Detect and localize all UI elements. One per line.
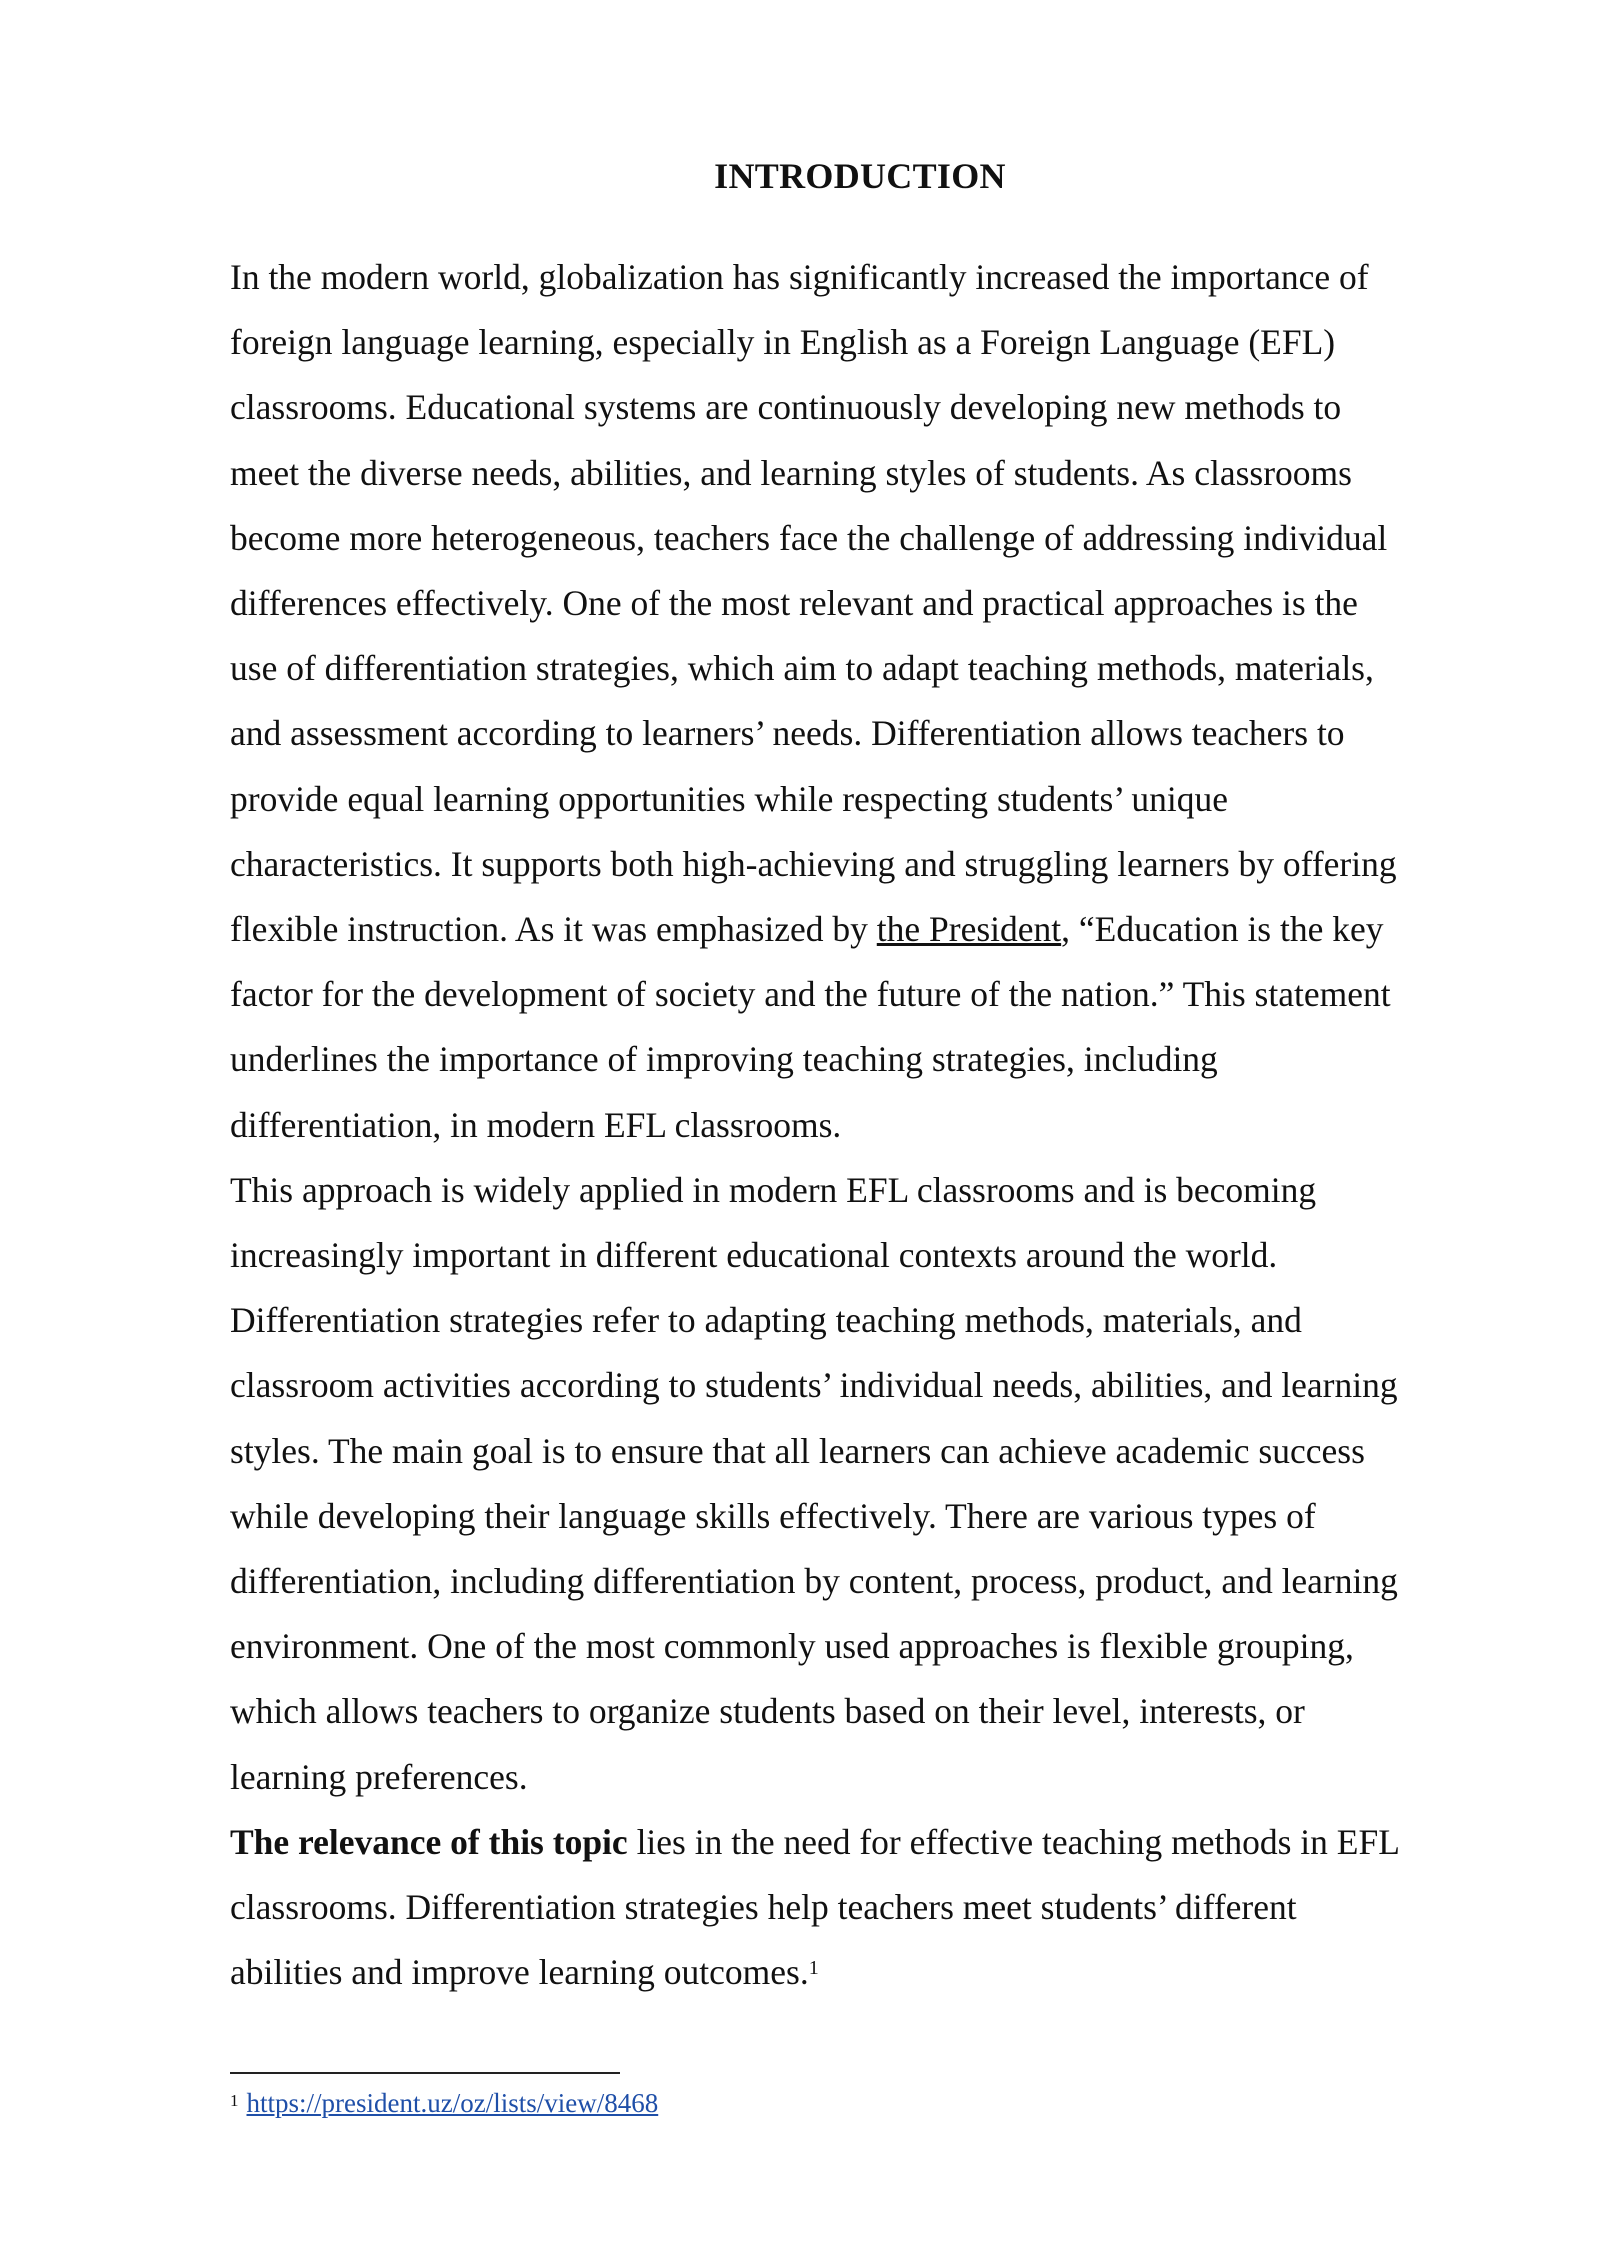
footnote-link[interactable]: https://president.uz/oz/lists/view/8468 xyxy=(246,2088,659,2118)
text-line: classrooms. Educational systems are continuously developing new methods to xyxy=(230,387,1342,428)
text-line: provide equal learning opportunities while respecting students’ unique xyxy=(230,778,1229,819)
text-line: differences effectively. One of the most relevant and practical approaches is the xyxy=(230,583,1358,624)
text-line xyxy=(230,1940,1490,2005)
text-line: factor for the development of society and the future of the nation.” This statement xyxy=(230,974,1391,1015)
text-line: meet the diverse needs, abilities, and learning styles of students. As classrooms xyxy=(230,452,1352,493)
text-line: which allows teachers to organize students based on their level, interests, or xyxy=(230,1691,1305,1732)
text-line: increasingly important in different educational contexts around the world. xyxy=(230,1235,1278,1276)
text-line: while developing their language skills effectively. There are various types of xyxy=(230,1495,1316,1536)
text-line: characteristics. It supports both high-achieving and struggling learners by offering xyxy=(230,843,1397,884)
text-line: classrooms. Differentiation strategies help teachers meet students’ different xyxy=(230,1887,1297,1928)
relevance-lead: The relevance of this topic xyxy=(230,1821,628,1862)
text-line xyxy=(230,1810,1490,1875)
text-line: become more heterogeneous, teachers face the challenge of addressing individual xyxy=(230,517,1388,558)
text-line: In the modern world, globalization has significantly increased the importance of xyxy=(230,257,1369,297)
footnote-reference[interactable]: 1 xyxy=(808,1957,819,1980)
text-line: foreign language learning, especially in English as a Foreign Language (EFL) xyxy=(230,322,1336,363)
body-text xyxy=(230,245,1490,2005)
text-line: differentiation, including differentiation by content, process, product, and learning xyxy=(230,1561,1398,1602)
text-line: differentiation, in modern EFL classrooms. xyxy=(230,1104,842,1145)
text-line: underlines the importance of improving teaching strategies, including xyxy=(230,1039,1218,1080)
text-line: environment. One of the most commonly used approaches is flexible grouping, xyxy=(230,1626,1354,1667)
paragraph-relevance xyxy=(230,1810,1490,2006)
text-line: This approach is widely applied in modern EFL classrooms and is becoming xyxy=(230,1169,1317,1210)
paragraph-approach xyxy=(230,1158,1490,1810)
text-segment: abilities and improve learning outcomes. xyxy=(230,1952,809,1993)
text-line-president xyxy=(230,897,1490,962)
text-line: learning preferences. xyxy=(230,1756,528,1797)
text-line: and assessment according to learners’ needs. Differentiation allows teachers to xyxy=(230,713,1345,754)
footnote-divider xyxy=(230,2072,620,2074)
text-segment: flexible instruction. As it was emphasized by xyxy=(230,909,877,950)
text-line: use of differentiation strategies, which aim to adapt teaching methods, materials, xyxy=(230,648,1374,689)
footnote xyxy=(230,2085,658,2121)
text-segment: , “Education is the key xyxy=(1061,909,1384,950)
heading-container xyxy=(230,150,1490,202)
footnote-number: 1 xyxy=(230,2091,239,2110)
text-line: Differentiation strategies refer to adapting teaching methods, materials, and xyxy=(230,1300,1302,1341)
paragraph-introduction xyxy=(230,245,1490,1158)
text-segment: lies in the need for effective teaching methods in EFL xyxy=(627,1821,1400,1862)
text-line: styles. The main goal is to ensure that all learners can achieve academic success xyxy=(230,1430,1365,1471)
text-line: classroom activities according to students’ individual needs, abilities, and learning xyxy=(230,1365,1398,1406)
page-title: INTRODUCTION xyxy=(714,156,1006,196)
president-link[interactable]: the President xyxy=(876,909,1062,950)
